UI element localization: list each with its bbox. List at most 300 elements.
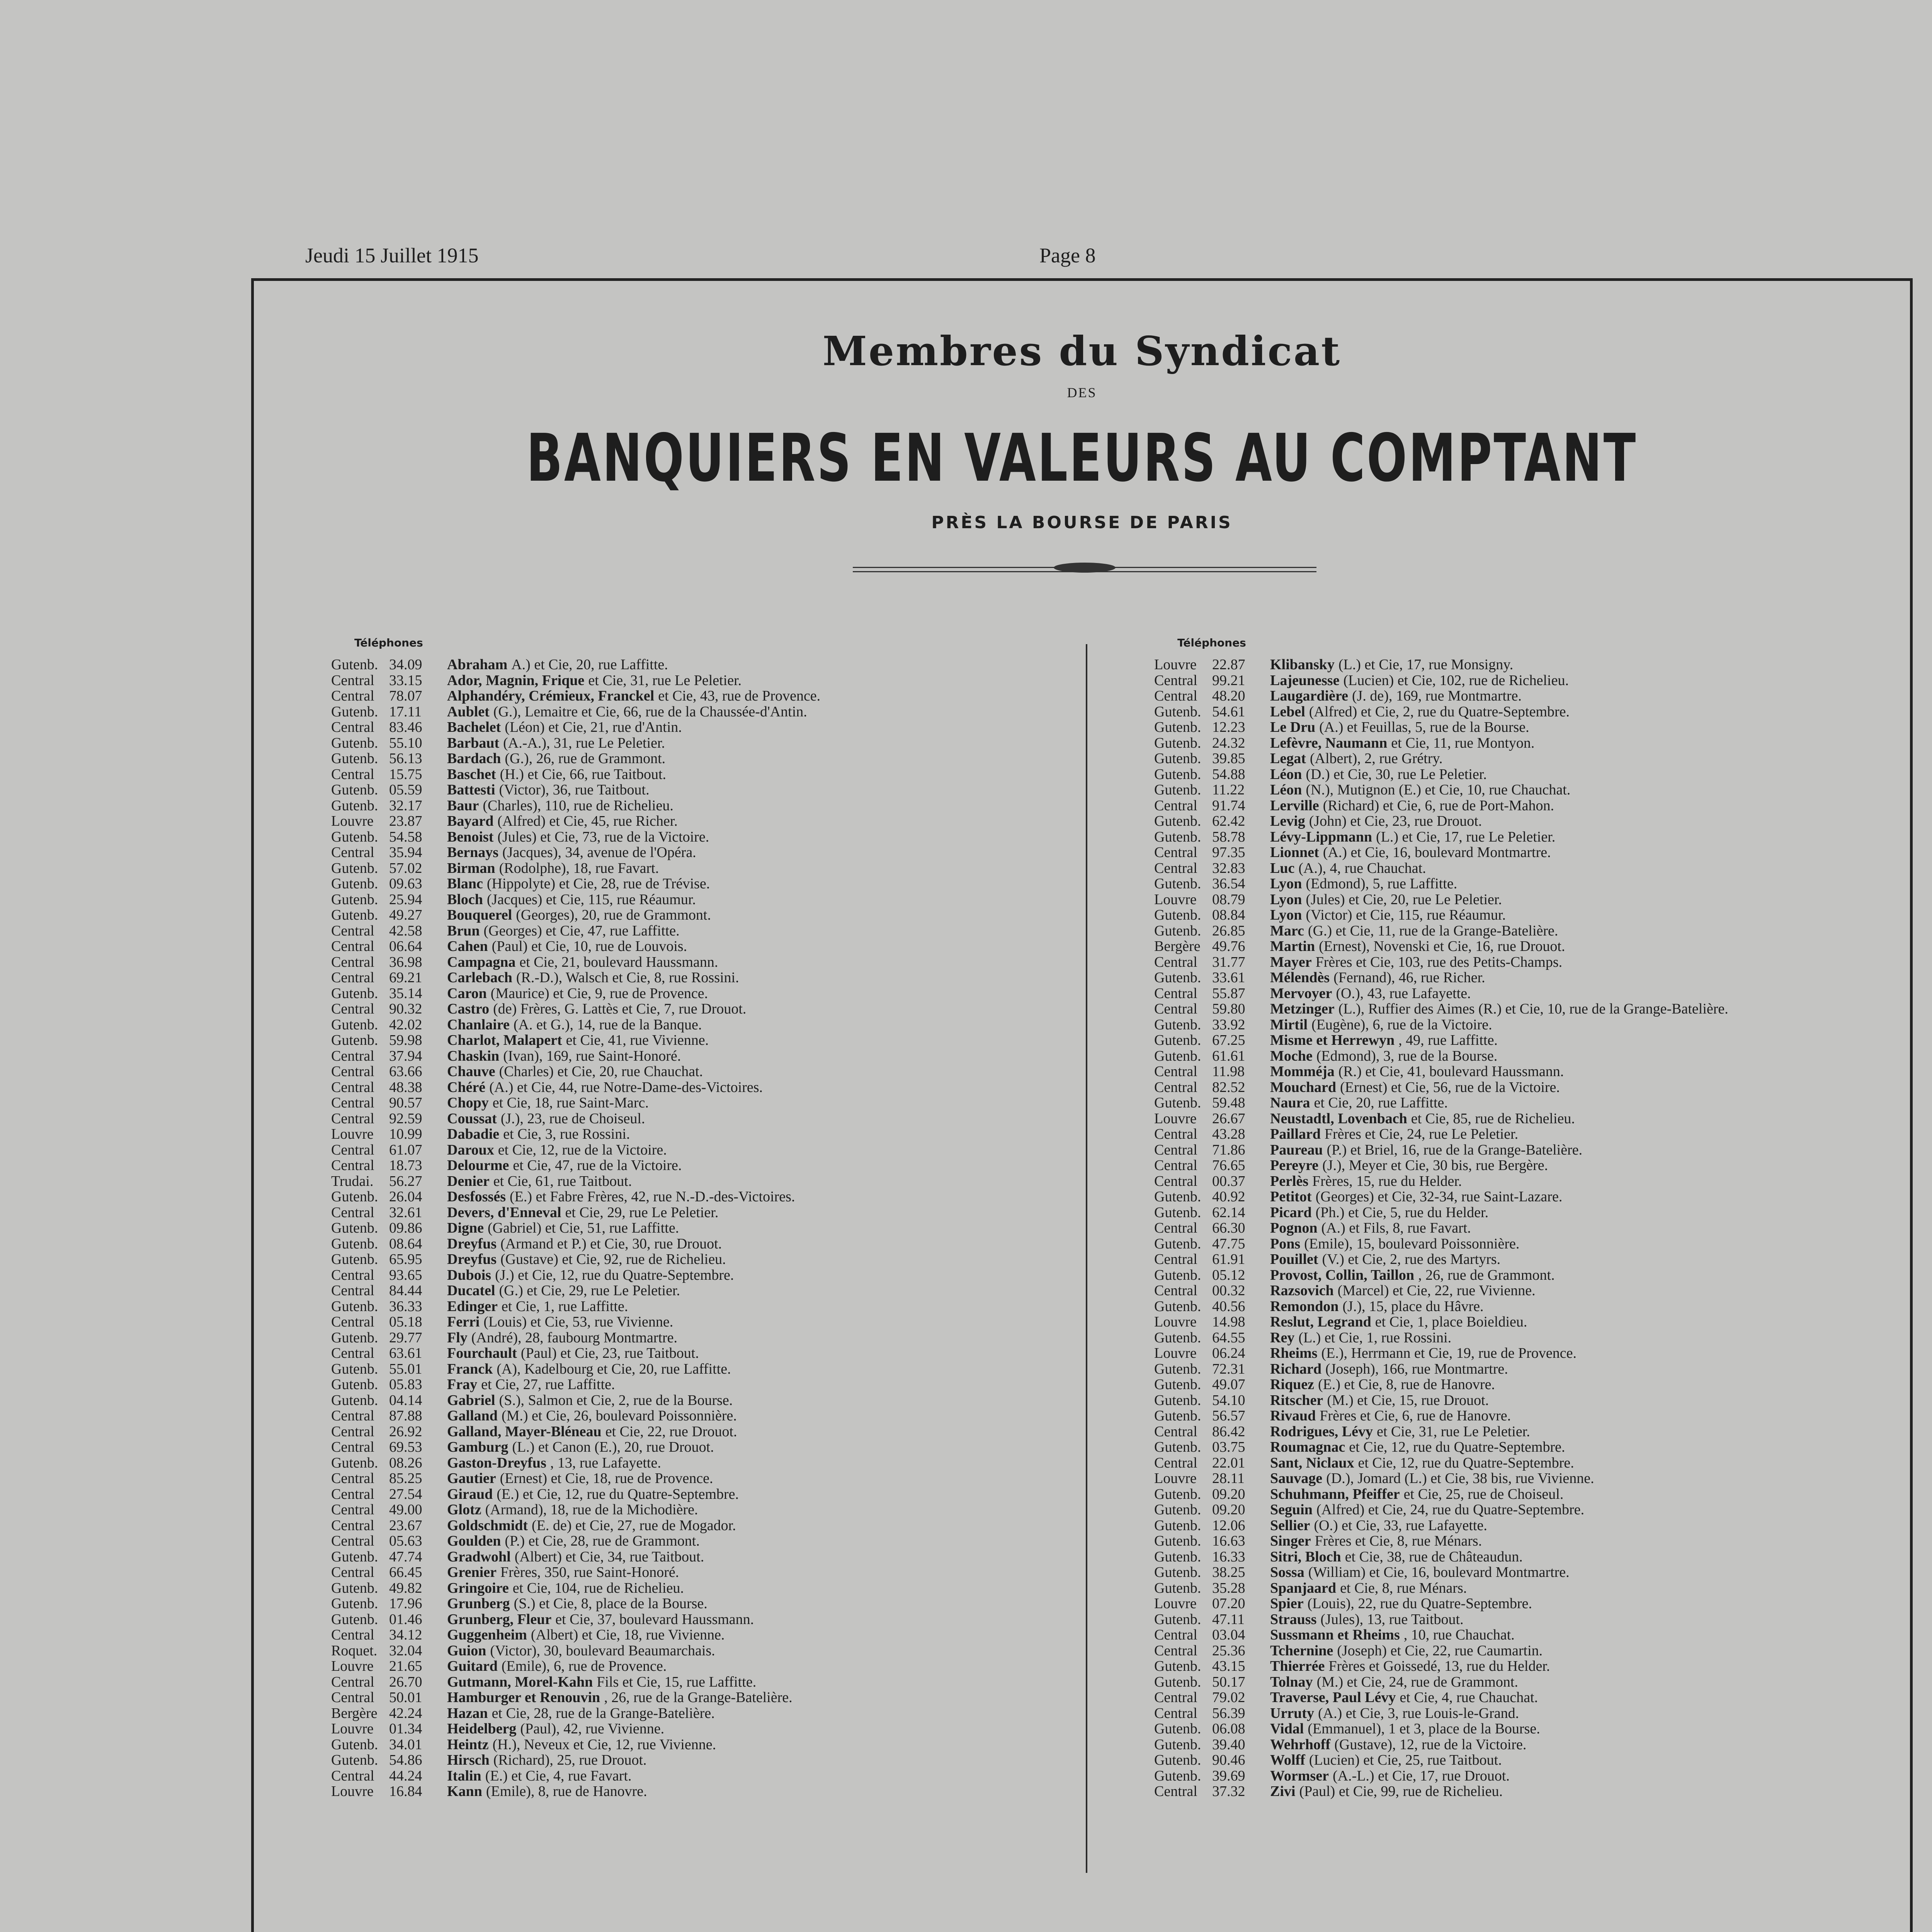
phone-exchange: Central [331,1470,374,1486]
member-name: Lefèvre, Naumann [1270,735,1388,751]
member-name: Battesti [447,782,495,798]
phone-exchange: Gutenb. [331,1376,378,1393]
phone-number: 23.67 [389,1517,422,1534]
phone-number: 54.86 [389,1752,422,1768]
phone-exchange: Central [1154,1063,1197,1080]
phone-exchange: Central [1154,688,1197,704]
phone-exchange: Louvre [1154,1314,1197,1330]
phone-exchange: Louvre [1154,891,1197,908]
member-name: Luc [1270,860,1295,876]
phone-number: 54.58 [389,828,422,845]
member-name: Ritscher [1270,1392,1323,1408]
phone-exchange: Gutenb. [331,1392,378,1408]
member-address: , 26, rue de Grammont. [1418,1267,1555,1283]
phone-number: 01.46 [389,1611,422,1628]
phone-exchange: Trudai. [331,1173,374,1189]
phone-exchange: Louvre [331,1126,374,1142]
members-list-left [331,636,1259,1799]
phone-number: 11.98 [1212,1063,1245,1080]
member-address: (Louis) et Cie, 53, rue Vivienne. [483,1314,673,1330]
member-name: Sellier [1270,1517,1310,1534]
phones-header: Téléphones [1177,636,1246,649]
member-name: Perlès [1270,1173,1309,1189]
member-row [1154,1330,1927,1346]
member-address: et Cie, 28, rue de la Grange-Batelière. [492,1705,715,1721]
phone-number: 06.64 [389,938,422,954]
phone-exchange: Gutenb. [1154,1548,1201,1565]
member-address: (Gabriel) et Cie, 51, rue Laffitte. [488,1220,679,1236]
member-address: (A.) et Feuillas, 5, rue de la Bourse. [1319,719,1529,735]
member-address: (P.) et Cie, 28, rue de Grammont. [505,1533,700,1549]
member-address: (J. de), 169, rue Montmartre. [1352,688,1522,704]
member-name: Spier [1270,1595,1304,1612]
member-address: (A.) et Cie, 44, rue Notre-Dame-des-Victoires. [489,1079,763,1095]
member-address: (Louis), 22, rue du Quatre-Septembre. [1307,1595,1532,1612]
member-name: Chauve [447,1063,495,1080]
phone-exchange: Gutenb. [331,1235,378,1252]
phone-number: 16.63 [1212,1533,1245,1549]
phone-number: 39.40 [1212,1736,1245,1753]
member-address: et Cie, 25, rue de Choiseul. [1403,1486,1564,1502]
member-row [331,876,1259,892]
phone-number: 42.02 [389,1016,422,1033]
phone-exchange: Gutenb. [1154,1048,1201,1064]
member-name: Grenier [447,1564,497,1580]
member-row [331,1752,1259,1768]
member-name: Sant, Niclaux [1270,1454,1354,1471]
member-name: Fly [447,1329,468,1346]
member-row [1154,1173,1927,1189]
member-row [331,1205,1259,1221]
phone-number: 79.02 [1212,1689,1245,1706]
member-row [1154,1080,1927,1095]
member-row [1154,1126,1927,1142]
member-address: (Alfred) et Cie, 45, rue Richer. [497,813,678,829]
member-address: Fils et Cie, 15, rue Laffitte. [597,1673,757,1690]
phone-number: 50.01 [389,1689,422,1706]
member-row [1154,1658,1927,1674]
phone-exchange: Louvre [1154,1470,1197,1486]
phone-number: 39.69 [1212,1767,1245,1784]
member-name: Galland [447,1408,498,1424]
member-row [331,1393,1259,1408]
phone-exchange: Gutenb. [1154,1408,1201,1424]
member-row [331,892,1259,908]
member-row [1154,1408,1927,1424]
phone-number: 42.24 [389,1705,422,1721]
member-address: (Lucien) et Cie, 25, rue Taitbout. [1309,1752,1502,1768]
member-row [1154,735,1927,751]
phone-number: 66.30 [1212,1220,1245,1236]
member-address: (Hippolyte) et Cie, 28, rue de Trévise. [486,876,710,892]
page-number: Page 8 [1039,244,1096,267]
member-name: Bouquerel [447,907,512,923]
member-address: (Edmond), 5, rue Laffitte. [1306,876,1458,892]
phone-exchange: Central [331,1267,374,1283]
member-name: Léon [1270,766,1302,782]
phone-number: 56.57 [1212,1408,1245,1424]
member-name: Italin [447,1767,481,1784]
phone-number: 03.04 [1212,1627,1245,1643]
member-address: (Albert), 2, rue Grétry. [1310,750,1443,767]
member-address: (Charles) et Cie, 20, rue Chauchat. [499,1063,703,1080]
phone-exchange: Louvre [331,813,374,829]
phone-exchange: Gutenb. [331,891,378,908]
member-row [1154,1142,1927,1158]
member-address: et Cie, 41, rue Vivienne. [566,1032,709,1048]
phone-number: 54.10 [1212,1392,1245,1408]
member-row [1154,1345,1927,1361]
member-address: (de) Frères, G. Lattès et Cie, 7, rue Drouot. [493,1001,747,1017]
phone-exchange: Louvre [1154,1595,1197,1612]
member-row [331,1126,1259,1142]
member-row [331,1377,1259,1393]
phone-exchange: Central [331,969,374,986]
member-row [331,1549,1259,1565]
member-row [1154,719,1927,735]
phone-exchange: Gutenb. [331,985,378,1002]
phone-number: 44.24 [389,1767,422,1784]
phone-number: 66.45 [389,1564,422,1580]
member-address: (Marcel) et Cie, 22, rue Vivienne. [1337,1282,1536,1299]
member-name: Lajeunesse [1270,672,1340,689]
advertisement-frame [251,278,1913,1932]
member-address: (André), 28, faubourg Montmartre. [471,1329,678,1346]
member-name: Campagna [447,954,516,970]
member-address: (D.), Jomard (L.) et Cie, 38 bis, rue Vivienne. [1326,1470,1594,1486]
member-row [331,1565,1259,1580]
phone-number: 00.32 [1212,1282,1245,1299]
member-address: , 13, rue Lafayette. [550,1454,661,1471]
member-address: (Edmond), 3, rue de la Bourse. [1316,1048,1498,1064]
phone-number: 33.15 [389,672,422,689]
phone-exchange: Gutenb. [331,1361,378,1377]
member-row [331,845,1259,861]
phone-exchange: Gutenb. [1154,1392,1201,1408]
phone-exchange: Gutenb. [1154,828,1201,845]
phone-number: 34.12 [389,1627,422,1643]
member-row [331,1518,1259,1534]
phone-number: 09.20 [1212,1502,1245,1518]
member-row [1154,1471,1927,1486]
phone-number: 26.70 [389,1673,422,1690]
phone-exchange: Gutenb. [331,1736,378,1753]
member-row [331,1158,1259,1173]
member-row [1154,1205,1927,1221]
member-name: Desfossés [447,1189,506,1205]
member-row [331,829,1259,845]
member-name: Picard [1270,1204,1312,1221]
member-row [1154,1267,1927,1283]
member-row [331,1283,1259,1299]
member-name: Galland, Mayer-Bléneau [447,1423,602,1440]
member-name: Léon [1270,782,1302,798]
phone-exchange: Central [331,1282,374,1299]
phone-number: 63.61 [389,1345,422,1361]
phone-number: 15.75 [389,766,422,782]
phone-number: 43.28 [1212,1126,1245,1142]
phone-number: 28.11 [1212,1470,1245,1486]
phone-exchange: Gutenb. [331,735,378,751]
member-address: et Cie, 18, rue Saint-Marc. [492,1095,649,1111]
member-name: Bachelet [447,719,501,735]
member-name: Urruty [1270,1705,1314,1721]
member-address: et Cie, 21, boulevard Haussmann. [519,954,718,970]
member-address: (A.) et Cie, 16, boulevard Montmartre. [1323,844,1551,861]
phone-exchange: Central [331,1079,374,1095]
phone-exchange: Gutenb. [1154,1517,1201,1534]
member-row [1154,1721,1927,1737]
member-row [1154,829,1927,845]
member-row [331,782,1259,798]
member-name: Mirtil [1270,1016,1308,1033]
member-name: Laugardière [1270,688,1348,704]
member-name: Bardach [447,750,501,767]
phone-number: 67.25 [1212,1032,1245,1048]
member-address: , 49, rue Laffitte. [1398,1032,1498,1048]
phone-exchange: Roquet. [331,1642,378,1659]
phone-number: 93.65 [389,1267,422,1283]
member-row [331,1502,1259,1518]
member-address: (Ivan), 169, rue Saint-Honoré. [503,1048,681,1064]
member-address: (L.) et Cie, 17, rue Monsigny. [1338,656,1514,673]
member-row [331,1361,1259,1377]
member-name: Tolnay [1270,1673,1313,1690]
phone-number: 84.44 [389,1282,422,1299]
phone-exchange: Gutenb. [331,1220,378,1236]
member-row [1154,1455,1927,1471]
phone-exchange: Central [1154,1173,1197,1189]
phone-exchange: Gutenb. [331,1329,378,1346]
phone-number: 76.65 [1212,1157,1245,1173]
member-name: Bernays [447,844,498,861]
member-name: Grunberg [447,1595,510,1612]
member-row [1154,1706,1927,1721]
member-address: et Cie, 20, rue Laffitte. [1314,1095,1448,1111]
member-address: (Emile), 15, boulevard Poissonnière. [1304,1235,1520,1252]
member-row [331,673,1259,689]
member-row [1154,1283,1927,1299]
phone-number: 49.07 [1212,1376,1245,1393]
phone-number: 54.88 [1212,766,1245,782]
member-address: (Alfred) et Cie, 24, rue du Quatre-Septembre. [1316,1502,1585,1518]
member-address: (A), Kadelbourg et Cie, 20, rue Laffitte. [497,1361,731,1377]
member-address: (Maurice) et Cie, 9, rue de Provence. [490,985,708,1002]
phone-number: 99.21 [1212,672,1245,689]
member-name: Dubois [447,1267,492,1283]
member-row [331,1220,1259,1236]
member-row [1154,907,1927,923]
member-row [331,1643,1259,1659]
phone-exchange: Gutenb. [1154,907,1201,923]
member-row [331,1095,1259,1111]
phone-exchange: Central [1154,1705,1197,1721]
member-name: Pognon [1270,1220,1318,1236]
member-row [331,1032,1259,1048]
phone-number: 25.36 [1212,1642,1245,1659]
member-row [331,1048,1259,1064]
phone-exchange: Central [331,1345,374,1361]
member-row [331,1627,1259,1643]
member-row [1154,970,1927,986]
member-row [331,1658,1259,1674]
phone-exchange: Central [1154,1001,1197,1017]
member-name: Gutmann, Morel-Kahn [447,1673,593,1690]
phone-exchange: Gutenb. [1154,922,1201,939]
phone-exchange: Gutenb. [1154,813,1201,829]
member-name: Wolff [1270,1752,1305,1768]
phone-number: 26.67 [1212,1110,1245,1127]
member-row [331,1674,1259,1690]
member-row [331,923,1259,939]
member-name: Lerville [1270,797,1319,814]
phone-number: 47.75 [1212,1235,1245,1252]
member-address: Frères, 15, rue du Helder. [1312,1173,1462,1189]
member-name: Roumagnac [1270,1439,1345,1455]
member-name: Heidelberg [447,1721,517,1737]
phone-number: 64.55 [1212,1329,1245,1346]
member-name: Goulden [447,1533,501,1549]
member-row [1154,861,1927,876]
phone-number: 32.04 [389,1642,422,1659]
phone-exchange: Gutenb. [1154,1032,1201,1048]
member-row [331,735,1259,751]
member-address: (S.) et Cie, 8, place de la Bourse. [514,1595,707,1612]
phone-number: 48.38 [389,1079,422,1095]
member-address: et Cie, 47, rue de la Victoire. [513,1157,682,1173]
phone-exchange: Central [1154,1282,1197,1299]
phone-number: 17.11 [389,703,422,720]
phone-exchange: Central [1154,1689,1197,1706]
phone-number: 04.14 [389,1392,422,1408]
phone-number: 92.59 [389,1110,422,1127]
column-divider [1086,644,1087,1873]
phone-exchange: Gutenb. [331,1251,378,1267]
phone-number: 61.61 [1212,1048,1245,1064]
member-address: (Paul) et Cie, 99, rue de Richelieu. [1299,1783,1503,1799]
member-address: Frères et Cie, 6, rue de Hanovre. [1320,1408,1511,1424]
member-name: Lionnet [1270,844,1319,861]
phone-number: 59.48 [1212,1095,1245,1111]
member-row [331,1189,1259,1205]
member-name: Guion [447,1642,486,1659]
member-name: Legat [1270,750,1306,767]
phone-exchange: Gutenb. [331,1752,378,1768]
member-row [1154,1017,1927,1033]
member-address: (M.) et Cie, 15, rue Drouot. [1327,1392,1489,1408]
phone-exchange: Gutenb. [1154,1329,1201,1346]
member-row [1154,1001,1927,1017]
phone-number: 63.66 [389,1063,422,1080]
member-address: et Cie, 27, rue Laffitte. [481,1376,615,1393]
member-name: Zivi [1270,1783,1296,1799]
member-address: , 10, rue Chauchat. [1403,1627,1515,1643]
member-name: Hamburger et Renouvin [447,1689,600,1706]
member-row [1154,1189,1927,1205]
member-name: Ferri [447,1314,480,1330]
member-address: (Charles), 110, rue de Richelieu. [483,797,673,814]
member-name: Gautier [447,1470,496,1486]
phone-exchange: Central [1154,954,1197,970]
member-name: Seguin [1270,1502,1313,1518]
phone-exchange: Central [331,1564,374,1580]
phone-number: 49.27 [389,907,422,923]
member-row [1154,1752,1927,1768]
member-name: Chanlaire [447,1016,510,1033]
phone-number: 56.13 [389,750,422,767]
member-row [331,1001,1259,1017]
phone-exchange: Gutenb. [331,1032,378,1048]
phone-number: 34.09 [389,656,422,673]
phone-number: 12.23 [1212,719,1245,735]
member-name: Vidal [1270,1721,1304,1737]
phone-exchange: Gutenb. [331,907,378,923]
member-row [331,798,1259,814]
member-name: Neustadtl, Lovenbach [1270,1110,1407,1127]
phone-exchange: Central [331,1627,374,1643]
phone-exchange: Central [331,1439,374,1455]
member-row [1154,939,1927,954]
member-address: (Jules) et Cie, 20, rue Le Peletier. [1306,891,1502,908]
phone-number: 22.87 [1212,656,1245,673]
member-name: Baur [447,797,479,814]
member-name: Glotz [447,1502,481,1518]
phone-number: 11.22 [1212,782,1245,798]
phone-number: 32.83 [1212,860,1245,876]
member-row [1154,1439,1927,1455]
phone-exchange: Central [331,1408,374,1424]
phone-exchange: Central [331,1063,374,1080]
member-row [331,1017,1259,1033]
phone-exchange: Gutenb. [1154,1752,1201,1768]
phone-number: 56.39 [1212,1705,1245,1721]
member-row [331,1737,1259,1753]
member-row [331,1768,1259,1784]
member-row [1154,1314,1927,1330]
phone-exchange: Gutenb. [331,1189,378,1205]
member-address: (Georges) et Cie, 47, rue Laffitte. [483,922,680,939]
member-row [331,1267,1259,1283]
phone-exchange: Gutenb. [1154,1235,1201,1252]
phone-exchange: Central [331,719,374,735]
member-row [331,1533,1259,1549]
member-name: Kann [447,1783,482,1799]
member-name: Bloch [447,891,483,908]
member-address: , 26, rue de la Grange-Batelière. [604,1689,793,1706]
member-address: (M.) et Cie, 24, rue de Grammont. [1316,1673,1518,1690]
member-name: Mervoyer [1270,985,1332,1002]
member-row [331,861,1259,876]
member-row [331,1486,1259,1502]
phone-exchange: Central [1154,1141,1197,1158]
phone-exchange: Central [331,1048,374,1064]
member-row [331,907,1259,923]
member-name: Lyon [1270,876,1302,892]
member-address: A.) et Cie, 20, rue Laffitte. [511,656,668,673]
member-name: Singer [1270,1533,1311,1549]
member-row [1154,845,1927,861]
member-address: (John) et Cie, 23, rue Drouot. [1309,813,1482,829]
member-name: Gaston-Dreyfus [447,1454,546,1471]
member-address: et Cie, 85, rue de Richelieu. [1411,1110,1575,1127]
phone-number: 58.78 [1212,828,1245,845]
member-row [1154,813,1927,829]
phone-number: 87.88 [389,1408,422,1424]
member-name: Fray [447,1376,478,1393]
phone-exchange: Gutenb. [1154,1673,1201,1690]
phone-exchange: Central [331,1095,374,1111]
phone-exchange: Louvre [1154,656,1197,673]
